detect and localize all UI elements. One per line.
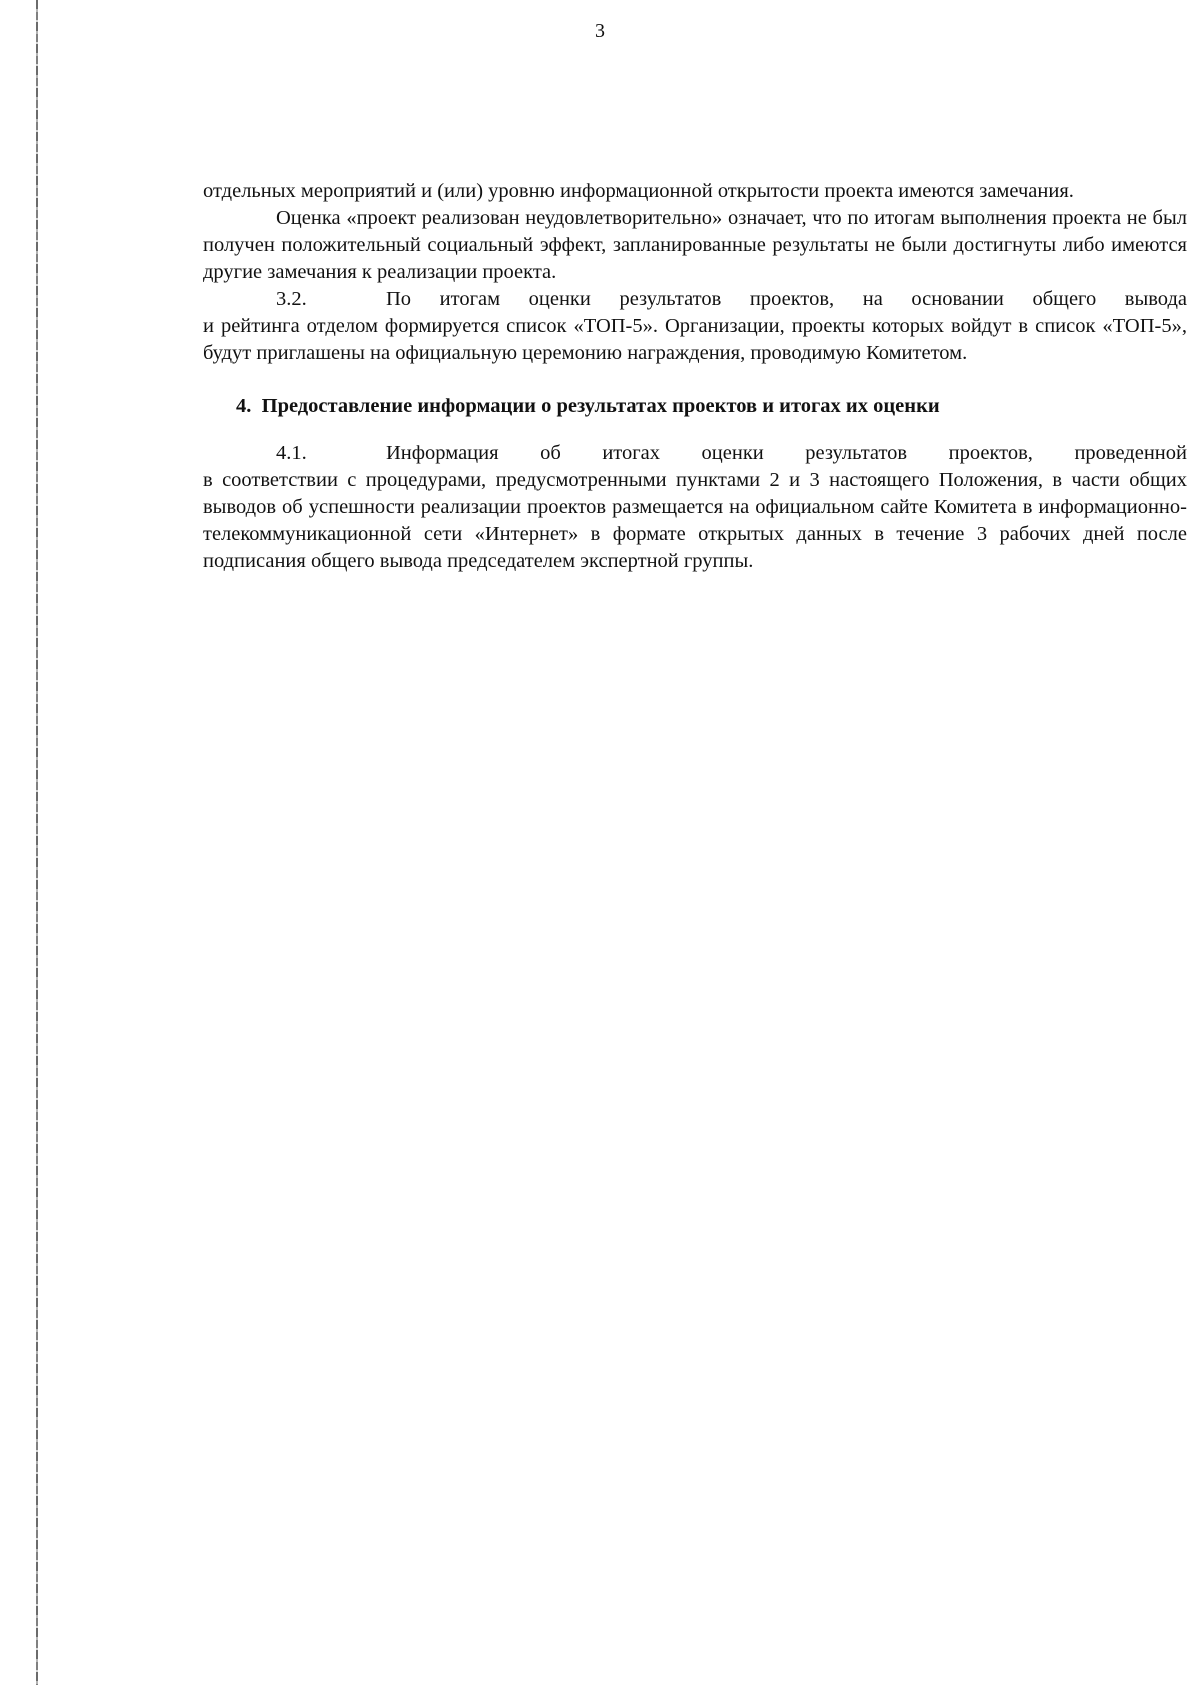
clause-4-1-first-line — [203, 440, 1187, 467]
clause-4-1 — [203, 440, 1187, 575]
clause-3-2-first-line — [203, 286, 1187, 313]
paragraph-unsatisfactory-rating: Оценка «проект реализован неудовлетворительно» означает, что по итогам выполнения проекта не был получен положительный социальный эффект, запланированные результаты не были достигнуты либо имеются другие замечания к реализации проекта. — [203, 207, 1187, 283]
scan-binding-edge — [36, 0, 38, 1685]
clause-number: 4.1. — [276, 442, 307, 464]
clause-text: Информация об итогах оценки результатов проектов, проведенной — [386, 442, 1187, 464]
clause-3-2 — [203, 286, 1187, 367]
page-number: 3 — [595, 20, 605, 42]
clause-4-1-rest: в соответствии с процедурами, предусмотренными пунктами 2 и 3 настоящего Положения, в части общих выводов об успешности реализации проектов размещается на официальном сайте Комитета в информационно-телекоммуникационной сети «Интернет» в формате открытых данных в течение 3 рабочих дней после подписания общего вывода председателем экспертной группы. — [203, 469, 1187, 572]
clause-number: 3.2. — [276, 288, 307, 310]
paragraph-continuation: отдельных мероприятий и (или) уровню информационной открытости проекта имеются замечания. — [203, 180, 1074, 202]
clause-text: По итогам оценки результатов проектов, на основании общего вывода — [386, 288, 1187, 310]
section-4-heading: 4. Предоставление информации о результатах проектов и итогах их оценки — [236, 395, 940, 417]
clause-3-2-rest: и рейтинга отделом формируется список «ТОП-5». Организации, проекты которых войдут в список «ТОП-5», будут приглашены на официальную церемонию награждения, проводимую Комитетом. — [203, 315, 1187, 364]
document-body — [203, 178, 1187, 575]
